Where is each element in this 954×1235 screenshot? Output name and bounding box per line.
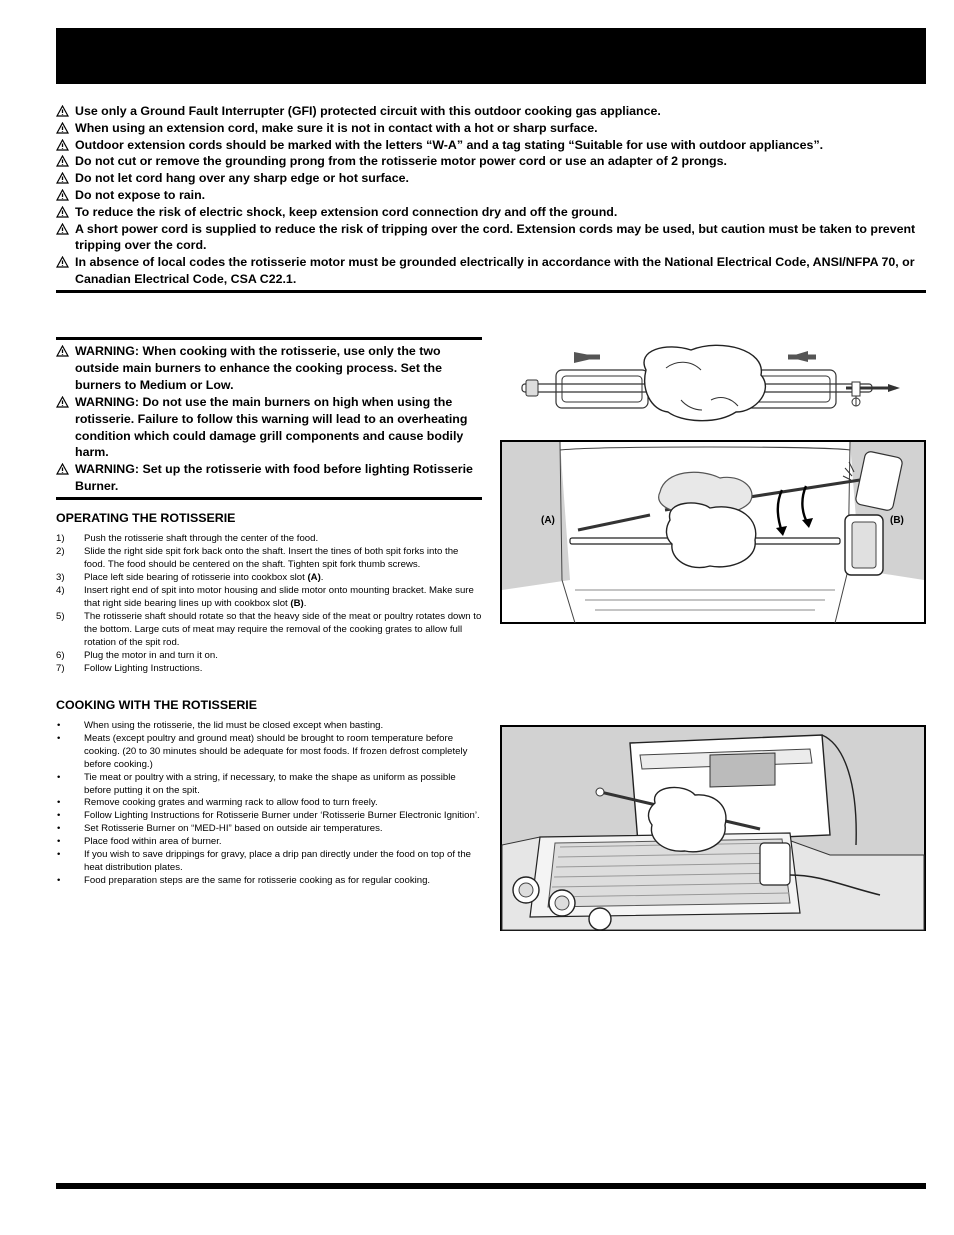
operating-step: [56, 545, 482, 571]
cooking-tip: [56, 772, 482, 798]
cooking-tip-text: Follow Lighting Instructions for Rotisserie Burner under ‘Rotisserie Burner Electronic Ignition’.: [84, 810, 480, 822]
safety-warning-item-text: Use only a Ground Fault Interrupter (GFI) protected circuit with this outdoor cooking gas appliance.: [75, 104, 661, 118]
operating-step: 3) Place left side bearing of rotisserie into cookbox slot (A).: [56, 572, 324, 583]
rotisserie-warning-item: [56, 394, 484, 462]
warning-triangle-icon: [56, 396, 69, 408]
cooking-tip-text: Set Rotisserie Burner on “MED-HI” based on outside air temperatures.: [84, 823, 383, 835]
step-number: 1): [56, 533, 65, 544]
safety-warning-item: [56, 170, 928, 187]
cooking-tip: [56, 875, 482, 888]
safety-warning-item-text: Do not let cord hang over any sharp edge or hot surface.: [75, 171, 409, 186]
step-text: Insert right end of spit into motor housing and slide motor onto mounting bracket. Make sure that right side bearing lines up with cookbox slot: [84, 585, 474, 609]
cooking-tip: [56, 836, 482, 849]
bullet-icon: •: [57, 771, 61, 783]
cooking-tip-text: Food preparation steps are the same for rotisserie cooking as for regular cooking.: [84, 874, 431, 886]
warning-triangle-icon: [56, 256, 69, 268]
safety-warning-item-text: In absence of local codes the rotisserie motor must be grounded electrically in accordance with the National Electrical Code, ANSI/NFPA 70, or Canadian Electrical Code, CSA C22.1.: [75, 255, 915, 286]
cooking-tip-text: Tie meat or poultry with a string, if necessary, to make the shape as uniform as possible before putting it on the spit.: [84, 771, 456, 796]
operating-step: [56, 610, 482, 649]
header-bar: [56, 28, 926, 84]
bullet-icon: •: [57, 823, 61, 835]
rotisserie-warning-item-text: WARNING: Do not use the main burners on high when using the rotisserie. Failure to follow this warning will lead to an overheating condition which could damage grill components and cause bodily harm.: [75, 394, 468, 460]
step-number: 6): [56, 650, 65, 661]
safety-warning-item: [56, 153, 928, 170]
safety-warning-item-text: Outdoor extension cords should be marked with the letters “W-A” and a tag stating “Suitable for use with outdoor appliances”.: [75, 137, 824, 152]
warning-triangle-icon: [56, 139, 69, 151]
step-text: Plug the motor in and turn it on.: [84, 650, 218, 661]
step-text: Place left side bearing of rotisserie into cookbox slot: [84, 572, 308, 583]
warning-triangle-icon: [56, 206, 69, 218]
safety-warning-item: [56, 221, 928, 255]
step-text: The rotisserie shaft should rotate so that the heavy side of the meat or poultry rotates down to the bottom. Large cuts of meat may require the removal of the cooking grates to allow full rotation of the spit rod.: [84, 611, 482, 648]
warning-triangle-icon: [56, 172, 69, 184]
cooking-tip: [56, 849, 482, 875]
bullet-icon: •: [57, 874, 61, 886]
warning-box-top-rule: [56, 337, 482, 340]
cooking-tip: [56, 810, 482, 823]
rotisserie-warning-item: [56, 343, 484, 394]
safety-warning-item-text: Do not cut or remove the grounding prong from the rotisserie motor power cord or use an adapter of 2 prongs.: [75, 154, 727, 169]
bullet-icon: •: [57, 836, 61, 848]
warning-triangle-icon: [56, 463, 69, 475]
rotisserie-warnings-list: [56, 343, 484, 495]
slot-a-label: (A): [541, 515, 555, 526]
bullet-icon: •: [57, 720, 61, 731]
cooking-tip-text: Place food within area of burner.: [84, 836, 222, 848]
cooking-heading: COOKING WITH THE ROTISSERIE: [56, 698, 258, 712]
operating-step: [56, 662, 482, 675]
cooking-tip: [56, 823, 482, 836]
warning-triangle-icon: [56, 105, 69, 117]
warning-triangle-icon: [56, 155, 69, 167]
step-number: 3): [56, 572, 65, 583]
safety-warnings-list: [56, 103, 928, 288]
grill-spit-placement-illustration: [500, 440, 926, 624]
step-text: Push the rotisserie shaft through the center of the food.: [84, 533, 319, 544]
bullet-icon: •: [57, 732, 61, 744]
cooking-tip-text: If you wish to save drippings for gravy, place a drip pan directly under the food on top of the heat distribution plates.: [84, 849, 471, 873]
warning-triangle-icon: [56, 122, 69, 134]
slot-reference: (B): [290, 598, 304, 609]
safety-warning-item: [56, 254, 928, 288]
cooking-tips: [56, 720, 482, 888]
footer-bar: [56, 1183, 926, 1189]
safety-warning-item-text: When using an extension cord, make sure it is not in contact with a hot or sharp surface.: [75, 120, 598, 135]
cooking-tip-text: Remove cooking grates and warming rack to allow food to turn freely.: [84, 797, 378, 809]
rotisserie-warning-item: [56, 461, 484, 495]
safety-warning-item-text: A short power cord is supplied to reduce the risk of tripping over the cord. Extension cords may be used, but caution must be taken to prevent tripping over the cord.: [75, 221, 916, 253]
step-number: 7): [56, 663, 65, 674]
operating-heading: OPERATING THE ROTISSERIE: [56, 511, 236, 525]
step-text: Slide the right side spit fork back onto the shaft. Insert the tines of both spit forks into the food. The food should be centered on the shaft. Tighten spit fork thumb screws.: [84, 546, 459, 570]
operating-steps: [56, 532, 482, 675]
rotisserie-in-grill-illustration: [500, 725, 926, 931]
warning-triangle-icon: [56, 223, 69, 235]
safety-warning-item-text: Do not expose to rain.: [75, 187, 206, 202]
section-divider: [56, 290, 926, 293]
bullet-icon: •: [57, 797, 61, 809]
safety-warning-item: [56, 103, 928, 120]
step-number: 2): [56, 546, 65, 557]
warning-box-bottom-rule: [56, 497, 482, 500]
cooking-tip: [56, 720, 482, 733]
spit-assembly-illustration: [516, 340, 906, 430]
slot-b-label: (B): [890, 515, 904, 526]
cooking-tip-text: Meats (except poultry and ground meat) should be brought to room temperature before cooking. (20 to 30 minutes should be adequate for most foods. If frozen defrost completely before cooking.): [84, 732, 468, 770]
bullet-icon: •: [57, 849, 61, 861]
safety-warning-item: [56, 137, 928, 154]
cooking-tip-text: When using the rotisserie, the lid must be closed except when basting.: [84, 720, 384, 731]
cooking-tip: [56, 733, 482, 772]
cooking-tip: [56, 797, 482, 810]
safety-warning-item: [56, 204, 928, 221]
operating-step: [56, 532, 482, 545]
operating-step: [56, 649, 482, 662]
bullet-icon: •: [57, 810, 61, 822]
rotisserie-warning-item-text: WARNING: Set up the rotisserie with food before lighting Rotisserie Burner.: [75, 462, 473, 494]
safety-warning-item: [56, 187, 928, 204]
step-number: 5): [56, 611, 65, 622]
step-number: 4): [56, 585, 65, 596]
step-text: Follow Lighting Instructions.: [84, 663, 203, 674]
slot-reference: (A): [307, 572, 321, 583]
operating-step: 4) Insert right end of spit into motor housing and slide motor onto mounting bracket. Make sure that right side bearing lines up with cookbox slot (B).: [56, 585, 474, 609]
safety-warning-item: [56, 120, 928, 137]
warning-triangle-icon: [56, 345, 69, 357]
safety-warning-item-text: To reduce the risk of electric shock, keep extension cord connection dry and off the ground.: [75, 204, 618, 219]
warning-triangle-icon: [56, 189, 69, 201]
rotisserie-warning-item-text: WARNING: When cooking with the rotisserie, use only the two outside main burners to enhance the cooking process. Set the burners to Medium or Low.: [75, 344, 442, 392]
